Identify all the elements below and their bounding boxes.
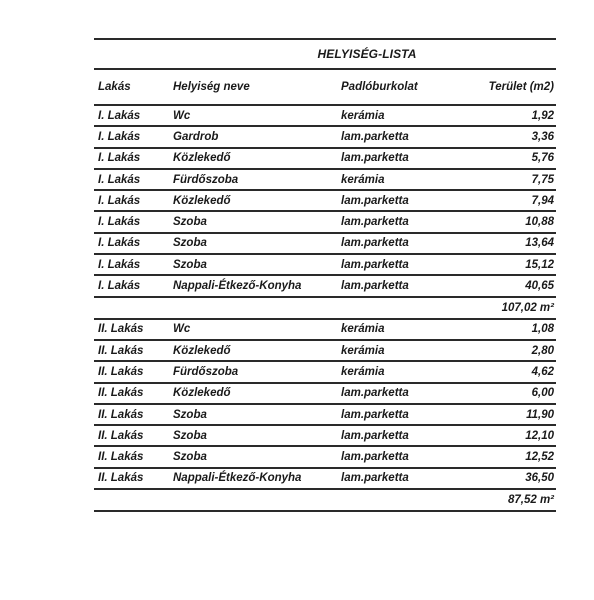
- cell-flooring: kerámia: [341, 323, 385, 336]
- group-total-row: [94, 298, 556, 320]
- cell-room-name: Közlekedő: [173, 152, 231, 165]
- cell-area: 3,36: [531, 130, 554, 143]
- cell-flooring: lam.parketta: [341, 152, 409, 165]
- table-header-row: [94, 70, 556, 106]
- cell-area: 7,75: [531, 173, 554, 186]
- cell-flooring: kerámia: [341, 344, 385, 357]
- cell-area: 40,65: [525, 280, 554, 293]
- cell-area: 2,80: [531, 344, 554, 357]
- cell-flooring: lam.parketta: [341, 451, 409, 464]
- cell-area: 11,90: [526, 408, 554, 421]
- cell-room-name: Fürdőszoba: [173, 173, 239, 186]
- cell-area: 12,10: [525, 429, 554, 442]
- table-row: [94, 255, 556, 276]
- table-row: [94, 170, 556, 191]
- cell-apartment: I. Lakás: [98, 130, 141, 143]
- cell-apartment: I. Lakás: [98, 173, 141, 186]
- cell-flooring: lam.parketta: [341, 237, 409, 250]
- cell-area: 13,64: [525, 237, 554, 250]
- cell-apartment: I. Lakás: [98, 258, 141, 271]
- header-room-name: Helyiség neve: [173, 81, 250, 93]
- cell-area: 1,08: [531, 323, 554, 336]
- cell-room-name: Szoba: [173, 429, 207, 442]
- cell-flooring: kerámia: [341, 173, 385, 186]
- cell-flooring: lam.parketta: [341, 387, 409, 400]
- cell-room-name: Közlekedő: [173, 194, 231, 207]
- table-row: [94, 426, 556, 447]
- cell-room-name: Fürdőszoba: [173, 365, 239, 378]
- room-list-table: [94, 38, 556, 512]
- table-row: [94, 341, 556, 362]
- cell-apartment: II. Lakás: [98, 344, 144, 357]
- cell-apartment: I. Lakás: [98, 237, 141, 250]
- group-total-row: [94, 490, 556, 512]
- header-apartment: Lakás: [98, 81, 131, 93]
- header-flooring: Padlóburkolat: [341, 81, 418, 93]
- cell-flooring: kerámia: [341, 365, 385, 378]
- cell-flooring: lam.parketta: [341, 216, 409, 229]
- cell-apartment: II. Lakás: [98, 451, 144, 464]
- cell-room-name: Szoba: [173, 451, 207, 464]
- cell-flooring: lam.parketta: [341, 130, 409, 143]
- cell-flooring: lam.parketta: [341, 194, 409, 207]
- table-row: [94, 234, 556, 255]
- cell-area: 6,00: [531, 387, 554, 400]
- cell-apartment: I. Lakás: [98, 216, 141, 229]
- cell-apartment: I. Lakás: [98, 280, 141, 293]
- cell-flooring: lam.parketta: [341, 258, 409, 271]
- cell-room-name: Nappali-Étkező-Konyha: [173, 280, 302, 293]
- table-title-row: [94, 38, 556, 70]
- cell-apartment: I. Lakás: [98, 194, 141, 207]
- cell-room-name: Közlekedő: [173, 344, 231, 357]
- table-title: HELYISÉG-LISTA: [317, 47, 417, 61]
- cell-room-name: Szoba: [173, 216, 207, 229]
- table-row: [94, 405, 556, 426]
- cell-apartment: II. Lakás: [98, 408, 144, 421]
- table-row: [94, 362, 556, 383]
- cell-room-name: Szoba: [173, 258, 207, 271]
- cell-area: 1,92: [531, 109, 554, 122]
- cell-apartment: II. Lakás: [98, 365, 144, 378]
- cell-area: 12,52: [525, 451, 554, 464]
- cell-apartment: II. Lakás: [98, 429, 144, 442]
- cell-apartment: I. Lakás: [98, 152, 141, 165]
- table-row: [94, 106, 556, 127]
- cell-room-name: Nappali-Étkező-Konyha: [173, 472, 302, 485]
- table-row: [94, 384, 556, 405]
- cell-flooring: lam.parketta: [341, 408, 409, 421]
- cell-room-name: Gardrob: [173, 130, 219, 143]
- table-row: [94, 447, 556, 468]
- cell-room-name: Közlekedő: [173, 387, 231, 400]
- cell-area: 10,88: [525, 216, 554, 229]
- group-total-area: 87,52 m²: [507, 494, 554, 507]
- cell-apartment: II. Lakás: [98, 323, 144, 336]
- cell-flooring: kerámia: [341, 109, 385, 122]
- table-row: [94, 212, 556, 233]
- cell-flooring: lam.parketta: [341, 280, 409, 293]
- cell-area: 5,76: [531, 152, 554, 165]
- cell-area: 7,94: [531, 194, 554, 207]
- group-total-area: 107,02 m²: [501, 301, 554, 314]
- header-area: Terület (m2): [488, 81, 554, 93]
- cell-flooring: lam.parketta: [341, 429, 409, 442]
- table-row: [94, 276, 556, 297]
- table-row: [94, 191, 556, 212]
- cell-area: 36,50: [525, 472, 554, 485]
- cell-room-name: Wc: [173, 109, 191, 122]
- table-row: [94, 320, 556, 341]
- table-row: [94, 127, 556, 148]
- cell-room-name: Szoba: [173, 408, 207, 421]
- cell-area: 15,12: [525, 258, 554, 271]
- cell-apartment: II. Lakás: [98, 472, 144, 485]
- table-row: [94, 469, 556, 490]
- cell-area: 4,62: [531, 365, 554, 378]
- cell-room-name: Szoba: [173, 237, 207, 250]
- table-body: [94, 106, 556, 512]
- cell-room-name: Wc: [173, 323, 191, 336]
- cell-flooring: lam.parketta: [341, 472, 409, 485]
- table-row: [94, 149, 556, 170]
- cell-apartment: I. Lakás: [98, 109, 141, 122]
- cell-apartment: II. Lakás: [98, 387, 144, 400]
